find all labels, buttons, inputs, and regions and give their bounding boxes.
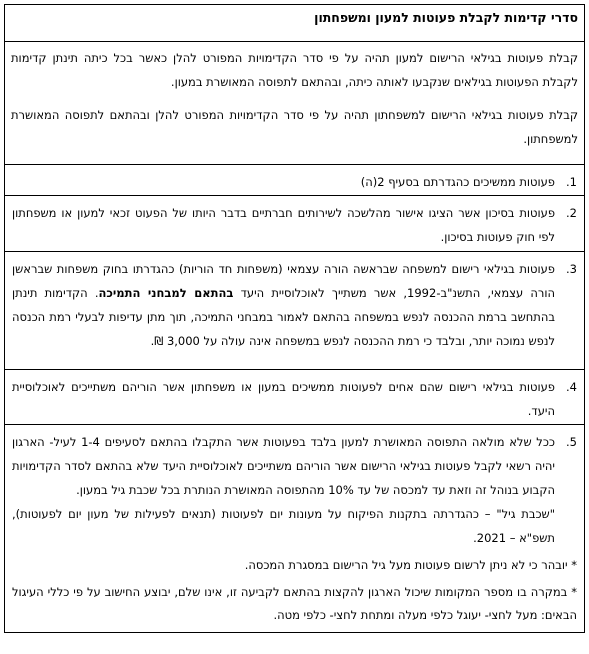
- item-number: 2.: [566, 206, 577, 220]
- item-number: 1.: [566, 175, 577, 189]
- priority-table: [4, 4, 585, 633]
- note-quota: * יובהר כי לא ניתן לרשום פעוטות מעל גיל הרישום במסגרת המכסה.: [244, 558, 577, 572]
- item-cell-3: [5, 252, 585, 370]
- note-rounding: * במקרה בו מספר המקומות שיכול הארגון להקצות בהתאם לקביעה זו, אינו שלם, יבוצע החישוב על פי כללי העיגול הבאים: מעל לחצי- יעוגל כלפי מעלה ומתחת לחצי- כלפי מטה.: [12, 585, 577, 622]
- list-item: [6, 371, 583, 423]
- intro-cell: [5, 42, 585, 165]
- item-text-definition: "שכבת גיל" – כהגדרתה בתקנות הפיקוח על מעונות יום לפעוטות (תנאים לפעילות של מעון יום לפעוטות), תשפ"א – 2021.: [12, 507, 555, 545]
- item-cell-2: [5, 196, 585, 252]
- item-text: פעוטות ממשיכים כהגדרתם בסעיף 2(ה): [360, 175, 555, 189]
- item-text-bold: בהתאם למבחני התמיכה: [98, 286, 234, 300]
- list-item: [6, 426, 583, 550]
- list-item: [6, 197, 583, 249]
- table-title-cell: [5, 5, 585, 42]
- item-text: ככל שלא מולאה התפוסה המאושרת למעון בלבד בפעוטות אשר התקבלו בהתאם לסעיפים 1-4 לעיל- הארגון יהיה רשאי לקבל פעוטות בגילאי הרישום אשר הוריהם משתייכים לאוכלוסיית היעד שלא בהתאם לסדר הקדימויות הקבוע בנוהל זה וזאת עד למכסה של עד 10% מהתפוסה המאושרת הנותרת בכל שכבת גיל במעון.: [12, 435, 555, 497]
- item-number: 5.: [566, 435, 577, 449]
- item-number: 3.: [566, 262, 577, 276]
- item-cell-4: [5, 370, 585, 425]
- item-text-part-b: . הקדימות תינתן בהתחשב ברמת ההכנסה לנפש במשפחה בהתאם לאמור במבחני התמיכה, תוך מתן עדיפות לבעלי רמת הכנסה לנפש נמוכה יותר, ובלבד כי רמת ההכנסה לנפש במשפחה אינה עולה על 3,000 ₪.: [12, 286, 555, 348]
- notes: [6, 550, 583, 631]
- intro-paragraph-daycare: קבלת פעוטות בגילאי הרישום למעון תהיה על פי סדר הקדימויות המפורט להלן כאשר בכל כיתה תינתן קדימות לקבלת הפעוטות בגילאים שנקבעו לאותה כיתה, ובהתאם לתפוסה המאושרת במעון.: [11, 51, 578, 89]
- intro-paragraph-family-daycare: קבלת פעוטות בגילאי הרישום למשפחתון תהיה על פי סדר הקדימויות המפורט להלן ובהתאם לתפוסה המאושרת למשפחתון.: [11, 108, 578, 146]
- list-item: [6, 166, 583, 194]
- document-title: סדרי קדימות לקבלת פעוטות למעון ומשפחתון: [314, 10, 578, 25]
- item-text: [12, 257, 555, 353]
- list-item: [6, 253, 583, 353]
- item-text: פעוטות בסיכון אשר הציגו אישור מהלשכה לשירותים חברתיים בדבר היותו של הפעוט זכאי למעון או משפחתון לפי חוק פעוטות בסיכון.: [12, 206, 555, 244]
- item-cell-5-and-notes: [5, 425, 585, 633]
- item-cell-1: [5, 165, 585, 196]
- item-text: פעוטות בגילאי רישום שהם אחים לפעוטות ממשיכים במעון או משפחתון אשר הוריהם משתייכים לאוכלוסיית היעד.: [12, 380, 555, 418]
- item-number: 4.: [566, 380, 577, 394]
- item-text-part-a: פעוטות בגילאי רישום למשפחה שבראשה הורה עצמאי (משפחות חד הוריות) כהגדרתו בחוק משפחות שבראשן הורה עצמאי, התשנ"ב-1992, אשר משתייך לאוכלוסיית היעד: [12, 262, 556, 300]
